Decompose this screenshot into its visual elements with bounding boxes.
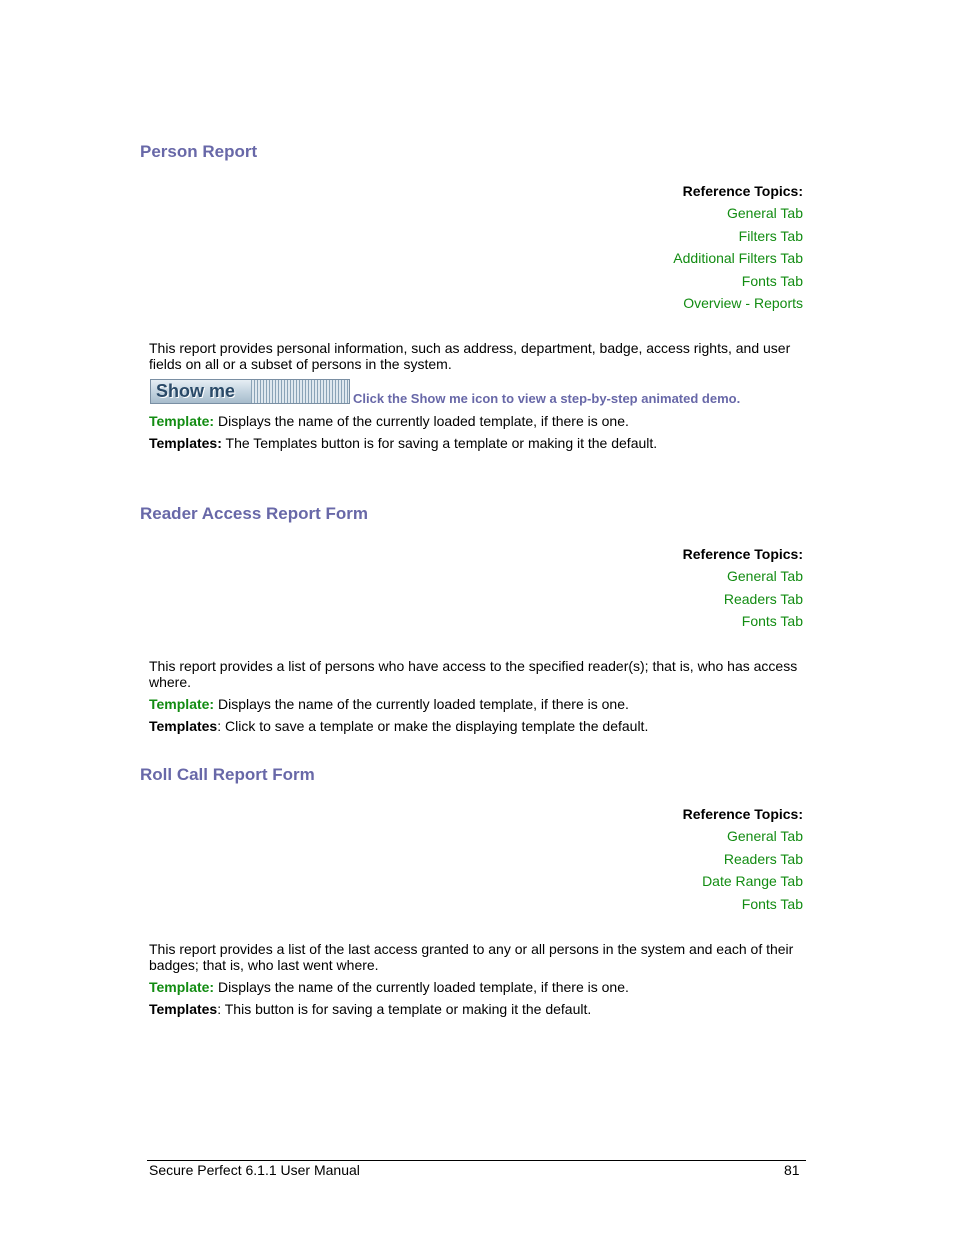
show-me-caption: Click the Show me icon to view a step-by-step animated demo. <box>353 391 741 406</box>
show-me-stripes <box>251 380 350 404</box>
link-overview-reports[interactable]: Overview - Reports <box>683 295 803 312</box>
link-filters-tab[interactable]: Filters Tab <box>738 227 803 244</box>
templates-text: : This button is for saving a template or making it the default. <box>217 1001 592 1017</box>
templates-description <box>149 435 809 451</box>
footer-manual-title: Secure Perfect 6.1.1 User Manual <box>149 1162 360 1178</box>
templates-description <box>149 718 809 734</box>
section-heading-roll-call-report: Roll Call Report Form <box>140 765 315 784</box>
template-text: Displays the name of the currently loaded template, if there is one. <box>214 696 629 712</box>
show-me-label: Show me <box>156 381 236 401</box>
link-general-tab[interactable]: General Tab <box>726 828 803 845</box>
link-fonts-tab[interactable]: Fonts Tab <box>741 613 803 630</box>
link-general-tab[interactable]: General Tab <box>726 568 803 585</box>
template-description <box>149 413 809 429</box>
link-general-tab[interactable]: General Tab <box>726 205 803 222</box>
link-additional-filters-tab[interactable]: Additional Filters Tab <box>673 250 803 267</box>
template-text: Displays the name of the currently loaded template, if there is one. <box>214 413 629 429</box>
reference-topics-reader-access <box>683 543 803 633</box>
link-readers-tab[interactable]: Readers Tab <box>723 850 803 867</box>
template-label: Template: <box>149 413 215 429</box>
reference-topics-header: Reference Topics: <box>682 546 803 562</box>
link-readers-tab[interactable]: Readers Tab <box>723 590 803 607</box>
link-date-range-tab[interactable]: Date Range Tab <box>702 873 803 890</box>
template-label: Template: <box>149 696 215 712</box>
reference-topics-header: Reference Topics: <box>682 183 803 199</box>
link-fonts-tab[interactable]: Fonts Tab <box>741 895 803 912</box>
templates-label: Templates: <box>149 435 222 451</box>
templates-text: The Templates button is for saving a template or making it the default. <box>221 435 658 451</box>
reference-topics-person-report <box>673 180 803 314</box>
templates-description <box>149 1001 809 1017</box>
show-me-button[interactable] <box>150 379 350 404</box>
template-label: Template: <box>149 979 215 995</box>
template-description <box>149 979 809 995</box>
section-heading-reader-access-report: Reader Access Report Form <box>140 504 369 523</box>
footer-page-number: 81 <box>784 1162 800 1178</box>
reader-access-description: This report provides a list of persons who have access to the specified reader(s); that is, who has access where. <box>149 658 798 690</box>
templates-text: : Click to save a template or make the displaying template the default. <box>217 718 649 734</box>
section-heading-person-report: Person Report <box>140 142 258 161</box>
reference-topics-header: Reference Topics: <box>682 806 803 822</box>
reference-topics-roll-call <box>683 803 803 915</box>
link-fonts-tab[interactable]: Fonts Tab <box>741 272 803 289</box>
templates-label: Templates <box>149 1001 218 1017</box>
template-description <box>149 696 809 712</box>
templates-label: Templates <box>149 718 218 734</box>
template-text: Displays the name of the currently loaded template, if there is one. <box>214 979 629 995</box>
roll-call-description: This report provides a list of the last access granted to any or all persons in the system and each of their badges; that is, who last went where. <box>149 941 794 973</box>
footer-divider <box>147 1160 806 1161</box>
person-report-description: This report provides personal information, such as address, department, badge, access rights, and user fields on all or a subset of persons in the system. <box>149 340 791 372</box>
